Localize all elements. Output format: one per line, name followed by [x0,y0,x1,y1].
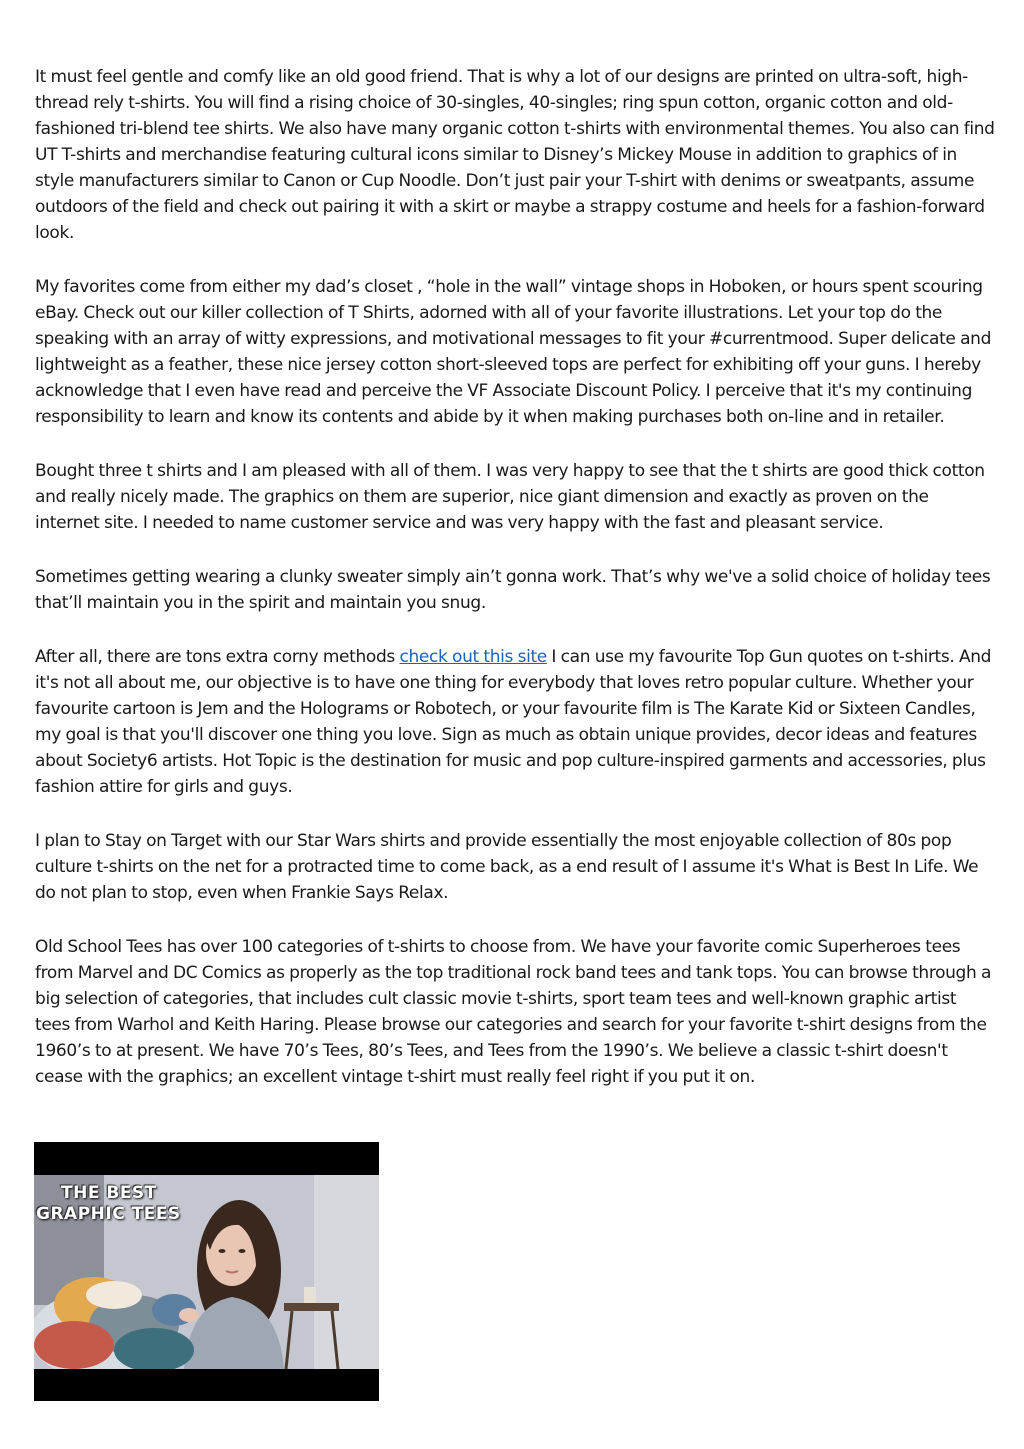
paragraph-1: It must feel gentle and comfy like an old good friend. That is why a lot of our designs are printed on ultra-soft, high-thread rely t-shirts. You will find a rising choice of 30-singles, 40-singles; ring spun cotton, organic cotton and old-fashioned tri-blend tee shirts. We also have many organic cotton t-shirts with environmental themes. You also can find UT T-shirts and merchandise featuring cultural icons similar to Disney’s Mickey Mouse in addition to graphics of in style manufacturers similar to Canon or Cup Noodle. Don’t just pair your T-shirt with denims or sweatpants, assume outdoors of the field and check out pairing it with a skirt or maybe a strappy costume and heels for a fashion-forward look. [35,67,995,243]
thumbnail-title-line-2: GRAPHIC TEES [36,1204,181,1224]
video-thumbnail[interactable] [34,1142,379,1401]
thumbnail-title-line-1: THE BEST [61,1183,157,1203]
paragraph-4: Sometimes getting wearing a clunky sweater simply ain’t gonna work. That’s why we've a solid choice of holiday tees that’ll maintain you in the spirit and maintain you snug. [35,567,991,613]
check-out-site-link[interactable]: check out this site [399,647,547,667]
paragraph-7: Old School Tees has over 100 categories of t-shirts to choose from. We have your favorite comic Superheroes tees from Marvel and DC Comics as properly as the top traditional rock band tees and tank tops. You can browse through a big selection of categories, that includes cult classic movie t-shirts, sport team tees and well-known graphic artist tees from Warhol and Keith Haring. Please browse our categories and search for your favorite t-shirt designs from the 1960’s to at present. We have 70’s Tees, 80’s Tees, and Tees from the 1990’s. We believe a classic t-shirt doesn't cease with the graphics; an excellent vintage t-shirt must really feel right if you put it on. [35,937,992,1087]
paragraph-3: Bought three t shirts and I am pleased with all of them. I was very happy to see that the t shirts are good thick cotton and really nicely made. The graphics on them are superior, nice giant dimension and exactly as proven on the internet site. I needed to name customer service and was very happy with the fast and pleasant service. [35,461,985,533]
paragraph-5-text-end: I can use my favourite Top Gun quotes on t-shirts. And it's not all about me, our objective is to have one thing for everybody that loves retro popular culture. Whether your favourite cartoon is Jem and the Holograms or Robotech, or your favourite film is The Karate Kid or Sixteen Candles, my goal is that you'll discover one thing you love. Sign as much as obtain unique provides, decor ideas and features about Society6 artists. Hot Topic is the destination for music and pop culture-inspired garments and accessories, plus fashion attire for girls and guys. [35,647,992,797]
thumbnail-scene [34,1175,379,1369]
paragraph-6: I plan to Stay on Target with our Star Wars shirts and provide essentially the most enjoyable collection of 80s pop culture t-shirts on the net for a protracted time to come back, as a end result of I assume it's What is Best In Life. We do not plan to stop, even when Frankie Says Relax. [35,831,979,903]
paragraph-5-text-start: After all, there are tons extra corny methods [35,647,400,667]
thumbnail-title [36,1183,181,1225]
paragraph-5 [35,644,995,800]
paragraph-2: My favorites come from either my dad’s closet , “hole in the wall” vintage shops in Hoboken, or hours spent scouring eBay. Check out our killer collection of T Shirts, adorned with all of your favorite illustrations. Let your top do the speaking with an array of witty expressions, and motivational messages to fit your #currentmood. Super delicate and lightweight as a feather, these nice jersey cotton short-sleeved tops are perfect for exhibiting off your guns. I hereby acknowledge that I even have read and perceive the VF Associate Discount Policy. I perceive that it's my continuing responsibility to learn and know its contents and abide by it when making purchases both on-line and in retailer. [35,277,992,427]
article-body [35,64,995,1118]
